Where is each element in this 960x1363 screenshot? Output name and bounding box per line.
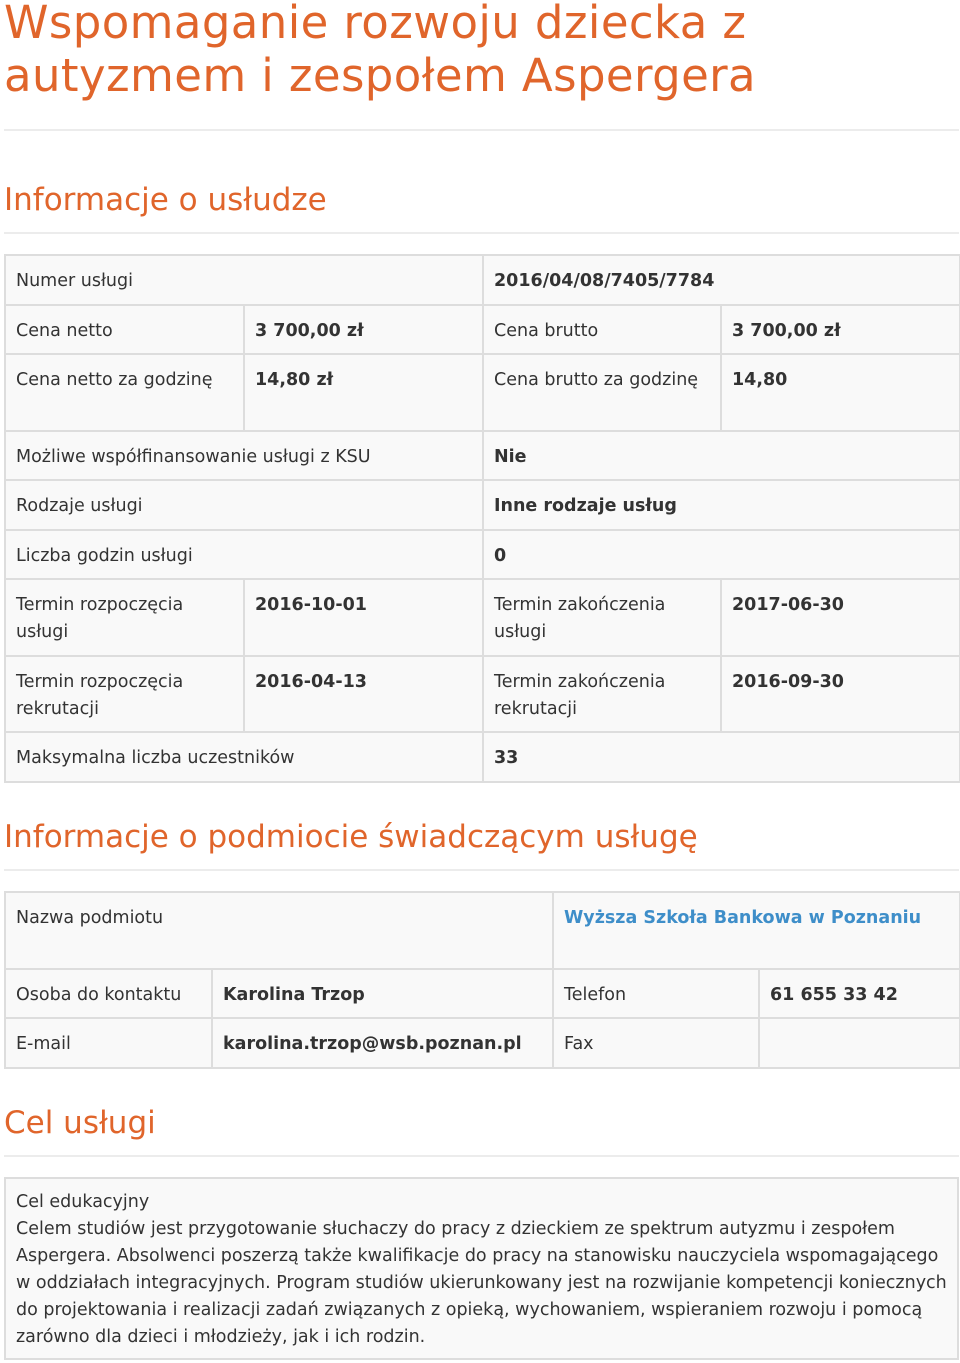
cena-brutto-godzina-label: Cena brutto za godzinę: [483, 354, 721, 431]
termin-rozpoczecia-rekrutacji-label: Termin rozpoczęcia rekrutacji: [5, 656, 244, 732]
cena-netto-value: 3 700,00 zł: [244, 305, 483, 354]
termin-zakonczenia-uslugi-value: 2017-06-30: [721, 579, 960, 656]
goal-text: Celem studiów jest przygotowanie słuchaczy do pracy z dzieckiem ze spektrum autyzmu i zespołem Aspergera. Absolwenci poszerzą także kwalifikacje do pracy na stanowisku nauczyciela wspomagającego w oddziałach integracyjnych. Program studiów ukierunkowany jest na rozwijanie kompetencji koniecznych do projektowania i realizacji zadań związanych z opieką, wychowaniem, wspieraniem rozwoju i pomocą zarówno dla dzieci i młodzieży, jak i ich rodzin.: [16, 1219, 947, 1347]
goal-label: Cel edukacyjny: [16, 1192, 150, 1212]
title-divider: [4, 129, 959, 131]
telefon-value: 61 655 33 42: [759, 969, 960, 1018]
section-divider: [4, 1155, 959, 1157]
termin-zakonczenia-uslugi-label: Termin zakończenia usługi: [483, 579, 721, 656]
osoba-kontakt-value: Karolina Trzop: [212, 969, 553, 1018]
table-row: [5, 305, 960, 354]
cena-netto-label: Cena netto: [5, 305, 244, 354]
page-title: Wspomaganie rozwoju dziecka z autyzmem i zespołem Aspergera: [4, 0, 757, 102]
table-row: [5, 1018, 960, 1068]
numer-uslugi-value: 2016/04/08/7405/7784: [483, 255, 960, 305]
termin-rozpoczecia-uslugi-value: 2016-10-01: [244, 579, 483, 656]
table-row: [5, 892, 960, 969]
termin-rozpoczecia-rekrutacji-value: 2016-04-13: [244, 656, 483, 732]
max-uczestnikow-value: 33: [483, 732, 960, 782]
termin-rozpoczecia-uslugi-label: Termin rozpoczęcia usługi: [5, 579, 244, 656]
email-label: E-mail: [5, 1018, 212, 1068]
rodzaje-uslugi-label: Rodzaje usługi: [5, 480, 483, 530]
email-value: karolina.trzop@wsb.poznan.pl: [212, 1018, 553, 1068]
nazwa-podmiotu-label: Nazwa podmiotu: [5, 892, 553, 969]
termin-zakonczenia-rekrutacji-label: Termin zakończenia rekrutacji: [483, 656, 721, 732]
goal-box: [4, 1177, 959, 1360]
cena-brutto-godzina-value: 14,80: [721, 354, 960, 431]
cena-brutto-label: Cena brutto: [483, 305, 721, 354]
section-divider: [4, 232, 959, 234]
max-uczestnikow-label: Maksymalna liczba uczestników: [5, 732, 483, 782]
table-row: [5, 530, 960, 579]
table-row: [5, 579, 960, 656]
fax-label: Fax: [553, 1018, 759, 1068]
cena-brutto-value: 3 700,00 zł: [721, 305, 960, 354]
provider-info-table: [4, 891, 960, 1069]
nazwa-podmiotu-link[interactable]: Wyższa Szkoła Bankowa w Poznaniu: [553, 892, 960, 969]
termin-zakonczenia-rekrutacji-value: 2016-09-30: [721, 656, 960, 732]
numer-uslugi-label: Numer usługi: [5, 255, 483, 305]
table-row: [5, 480, 960, 530]
section-divider: [4, 869, 959, 871]
section-heading-provider-info: Informacje o podmiocie świadczącym usługę: [4, 819, 698, 855]
section-heading-service-info: Informacje o usłudze: [4, 182, 327, 218]
osoba-kontakt-label: Osoba do kontaktu: [5, 969, 212, 1018]
table-row: [5, 732, 960, 782]
table-row: [5, 969, 960, 1018]
liczba-godzin-label: Liczba godzin usługi: [5, 530, 483, 579]
service-info-table: [4, 254, 960, 783]
wspolfinansowanie-label: Możliwe współfinansowanie usługi z KSU: [5, 431, 483, 480]
table-row: [5, 656, 960, 732]
telefon-label: Telefon: [553, 969, 759, 1018]
liczba-godzin-value: 0: [483, 530, 960, 579]
table-row: [5, 255, 960, 305]
section-heading-goal: Cel usługi: [4, 1105, 156, 1141]
cena-netto-godzina-value: 14,80 zł: [244, 354, 483, 431]
wspolfinansowanie-value: Nie: [483, 431, 960, 480]
table-row: [5, 431, 960, 480]
table-row: [5, 354, 960, 431]
fax-value: [759, 1018, 960, 1068]
cena-netto-godzina-label: Cena netto za godzinę: [5, 354, 244, 431]
rodzaje-uslugi-value: Inne rodzaje usług: [483, 480, 960, 530]
